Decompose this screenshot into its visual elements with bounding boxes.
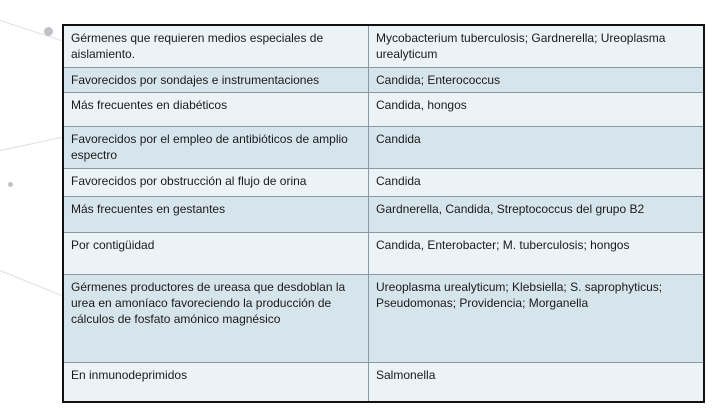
table-row — [63, 232, 704, 274]
organisms-cell: Candida — [369, 168, 705, 196]
condition-cell: Por contigüidad — [63, 232, 369, 274]
condition-cell: Favorecidos por el empleo de antibióticos de amplio espectro — [63, 126, 369, 168]
table-row — [63, 362, 704, 402]
data-table — [62, 24, 705, 403]
organisms-cell: Candida, Enterobacter; M. tuberculosis; hongos — [369, 232, 705, 274]
organisms-cell: Salmonella — [369, 362, 705, 402]
table-row — [63, 126, 704, 168]
table-row — [63, 196, 704, 232]
organisms-cell: Gardnerella, Candida, Streptococcus del grupo B2 — [369, 196, 705, 232]
organisms-cell: Candida, hongos — [369, 92, 705, 126]
condition-cell: Favorecidos por obstrucción al flujo de orina — [63, 168, 369, 196]
table-row — [63, 168, 704, 196]
condition-cell: Más frecuentes en diabéticos — [63, 92, 369, 126]
decor-dot — [44, 27, 53, 36]
condition-cell: Más frecuentes en gestantes — [63, 196, 369, 232]
table-row — [63, 274, 704, 362]
organisms-cell: Candida — [369, 126, 705, 168]
condition-cell: En inmunodeprimidos — [63, 362, 369, 402]
table-row — [63, 25, 704, 67]
table-row — [63, 92, 704, 126]
organisms-cell: Mycobacterium tuberculosis; Gardnerella; Ureoplasma urealyticum — [369, 25, 705, 67]
condition-cell: Gérmenes productores de ureasa que desdoblan la urea en amoníaco favoreciendo la producción de cálculos de fosfato amónico magnésico — [63, 274, 369, 362]
condition-cell: Gérmenes que requieren medios especiales de aislamiento. — [63, 25, 369, 67]
organisms-cell: Candida; Enterococcus — [369, 67, 705, 92]
decor-dot — [8, 182, 13, 187]
organisms-cell: Ureoplasma urealyticum; Klebsiella; S. saprophyticus; Pseudomonas; Providencia; Morganella — [369, 274, 705, 362]
condition-cell: Favorecidos por sondajes e instrumentaciones — [63, 67, 369, 92]
table-row — [63, 67, 704, 92]
